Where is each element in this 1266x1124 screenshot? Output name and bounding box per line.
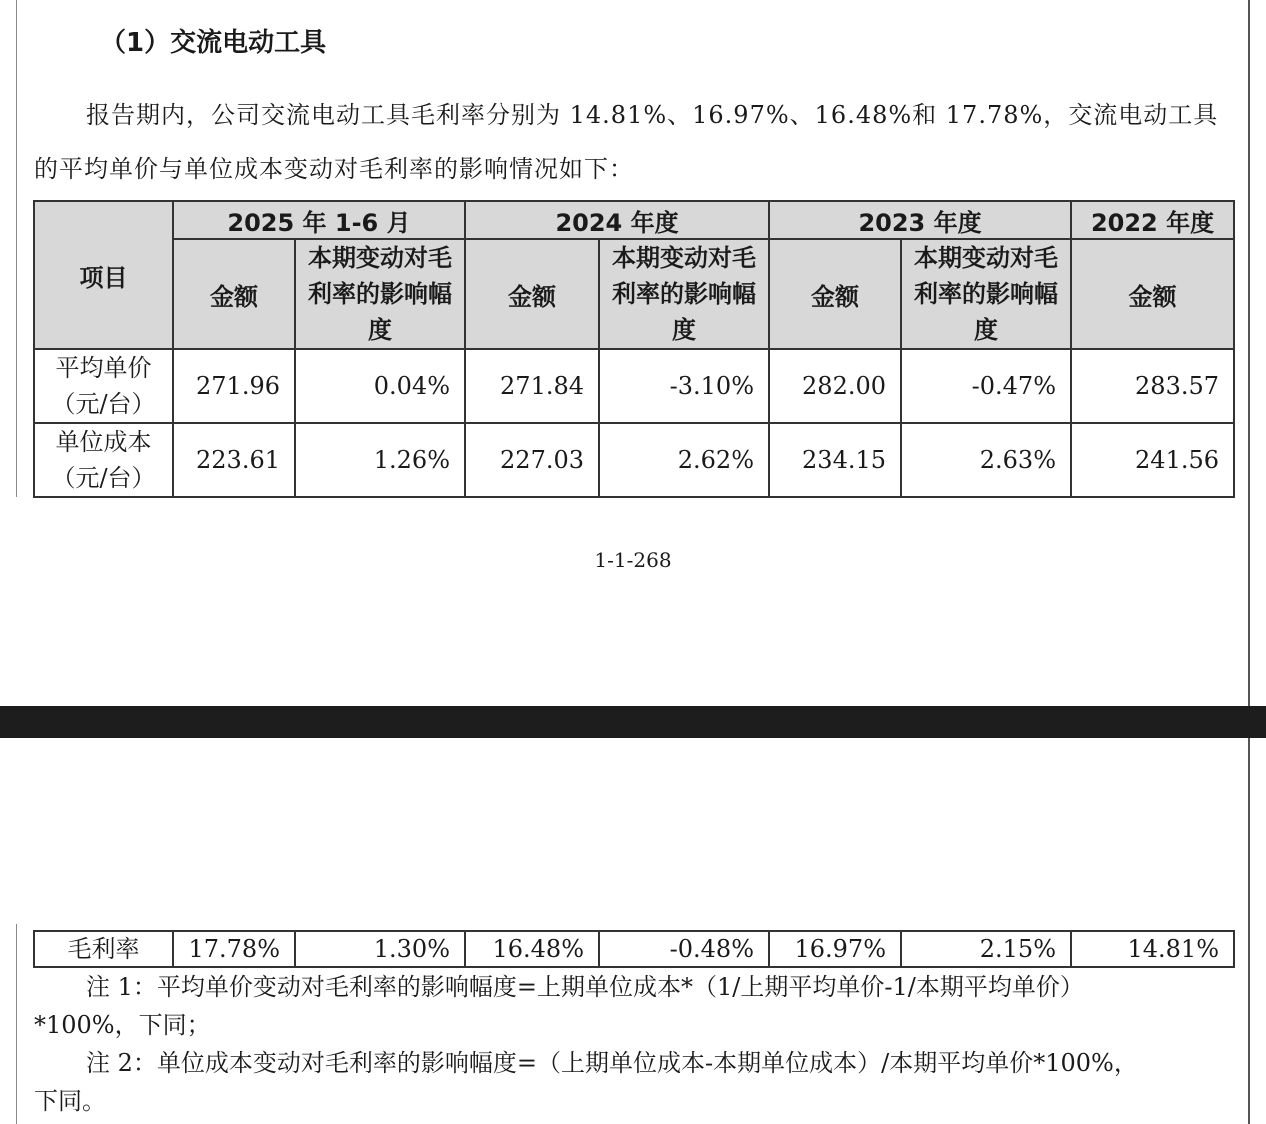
table-cell: 227.03	[465, 423, 599, 497]
table-cell: 282.00	[769, 349, 901, 423]
margin-impact-table-continued	[33, 930, 1235, 968]
table-notes	[34, 968, 1230, 1120]
table-cell: 14.81%	[1071, 931, 1234, 967]
note-2-continued: 下同。	[34, 1087, 106, 1115]
page-number: 1-1-268	[594, 548, 672, 572]
table-cell: -3.10%	[599, 349, 769, 423]
table-row	[34, 349, 1234, 423]
header-amount: 金额	[1071, 239, 1234, 349]
page-separator	[0, 706, 1266, 738]
note-1: 注 1：平均单价变动对毛利率的影响幅度=上期单位成本*（1/上期平均单价-1/本期平均单价）	[86, 973, 1084, 1001]
header-period-2023: 2023 年度	[769, 201, 1071, 239]
note-2: 注 2：单位成本变动对毛利率的影响幅度=（上期单位成本-本期单位成本）/本期平均单价*100%，	[86, 1049, 1138, 1077]
header-period-2025h1: 2025 年 1-6 月	[173, 201, 465, 239]
section-heading: （1）交流电动工具	[100, 28, 327, 58]
table-cell: 1.26%	[295, 423, 465, 497]
table-cell: 1.30%	[295, 931, 465, 967]
table-cell: 16.48%	[465, 931, 599, 967]
table-cell: 234.15	[769, 423, 901, 497]
table-cell: 271.96	[173, 349, 295, 423]
note-1-continued: *100%，下同；	[34, 1011, 211, 1039]
table-cell: 0.04%	[295, 349, 465, 423]
margin-impact-table	[33, 200, 1235, 498]
row-label: 毛利率	[34, 931, 173, 967]
table-cell: 2.15%	[901, 931, 1071, 967]
header-amount: 金额	[769, 239, 901, 349]
table-cell: -0.47%	[901, 349, 1071, 423]
table-cell: -0.48%	[599, 931, 769, 967]
header-amount: 金额	[173, 239, 295, 349]
table-cell: 2.63%	[901, 423, 1071, 497]
header-impact: 本期变动对毛利率的影响幅度	[295, 239, 465, 349]
table-cell: 223.61	[173, 423, 295, 497]
table-row	[34, 931, 1234, 967]
header-item: 项目	[34, 201, 173, 349]
row-label-line: 单位成本	[55, 428, 152, 456]
table-cell: 241.56	[1071, 423, 1234, 497]
table-cell: 271.84	[465, 349, 599, 423]
table-row	[34, 423, 1234, 497]
row-label	[34, 423, 173, 497]
header-amount: 金额	[465, 239, 599, 349]
header-impact: 本期变动对毛利率的影响幅度	[599, 239, 769, 349]
row-label	[34, 349, 173, 423]
body-paragraph: 报告期内，公司交流电动工具毛利率分别为 14.81%、16.97%、16.48%和 17.78%，交流电动工具的平均单价与单位成本变动对毛利率的影响情况如下：	[34, 101, 1219, 183]
header-period-2022: 2022 年度	[1071, 201, 1234, 239]
row-label-line: 平均单价	[55, 354, 152, 382]
header-period-2024: 2024 年度	[465, 201, 769, 239]
table-cell: 17.78%	[173, 931, 295, 967]
table-cell: 2.62%	[599, 423, 769, 497]
row-label-unit: （元/台）	[51, 464, 156, 492]
header-impact: 本期变动对毛利率的影响幅度	[901, 239, 1071, 349]
table-cell: 16.97%	[769, 931, 901, 967]
table-cell: 283.57	[1071, 349, 1234, 423]
row-label-unit: （元/台）	[51, 390, 156, 418]
